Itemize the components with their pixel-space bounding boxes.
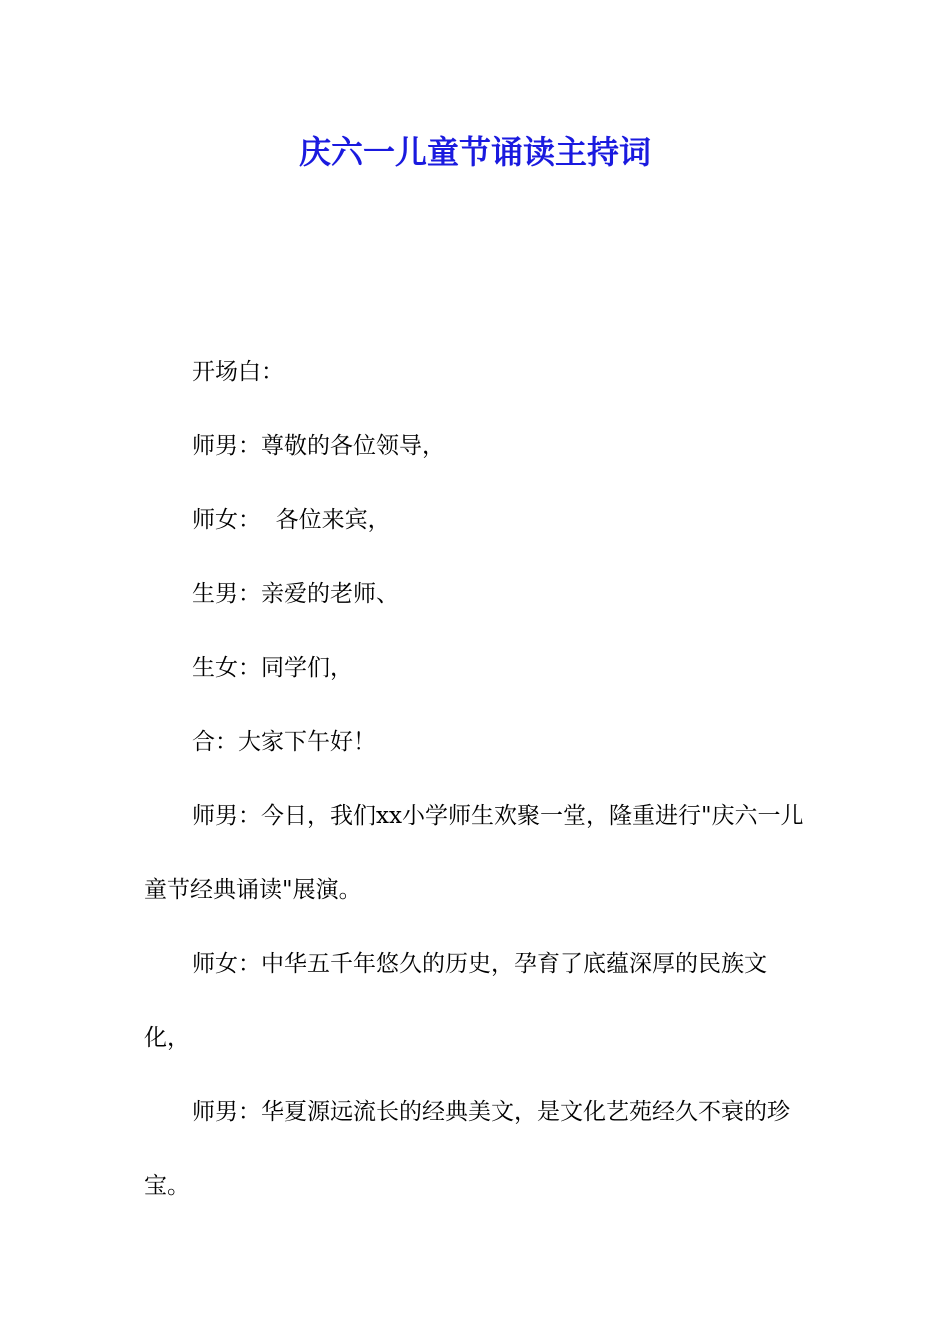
paragraph-line: 师男：华夏源远流长的经典美文，是文化艺苑经久不衰的珍宝。: [144, 1099, 790, 1199]
document-title: 庆六一儿童节诵读主持词: [298, 133, 651, 171]
paragraph-opening: 开场白：: [192, 359, 284, 385]
paragraph-line: 师女： 各位来宾，: [192, 507, 391, 533]
paragraph-line: 生女：同学们，: [192, 655, 353, 681]
paragraph-line: 生男：亲爱的老师、: [192, 581, 399, 607]
document-body: [144, 335, 809, 1223]
paragraph-line: 合：大家下午好！: [192, 729, 376, 755]
paragraph-line: 师女：中华五千年悠久的历史，孕育了底蕴深厚的民族文化，: [144, 951, 767, 1051]
paragraph-line: 师男：今日，我们xx小学师生欢聚一堂，隆重进行"庆六一儿童节经典诵读"展演。: [144, 803, 804, 903]
paragraph-line: 师男：尊敬的各位领导，: [192, 433, 445, 459]
